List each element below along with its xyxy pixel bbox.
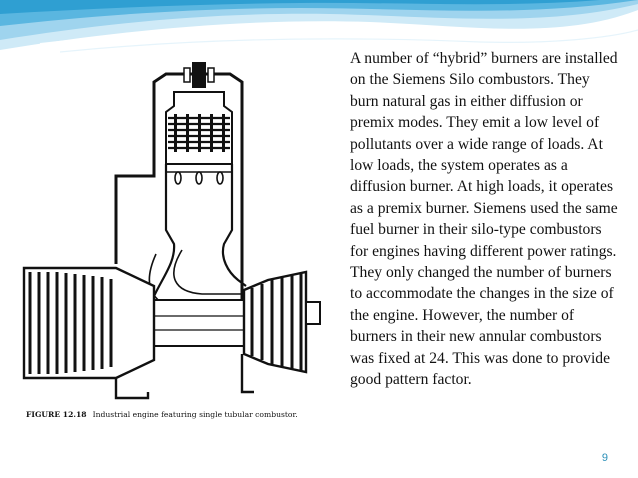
- combustor-figure: [6, 54, 348, 438]
- combustor-drawing: [6, 54, 348, 438]
- page-number: 9: [601, 452, 608, 464]
- figure-label: FIGURE 12.18: [26, 410, 87, 419]
- figure-caption-text: Industrial engine featuring single tubular combustor.: [92, 410, 298, 419]
- body-paragraph: A number of “hybrid” burners are installed on the Siemens Silo combustors. They burn natural gas in either diffusion or premix modes. They emit a low level of pollutants over a wide range of loads. At low loads, the system operates as a diffusion burner. At high loads, it operates as a premix burner. Siemens used the same fuel burner in their silo-type combustors for engines having different power ratings. They only changed the number of burners to accommodate the changes in the size of the engine. However, the number of burners in their new annular combustors was fixed at 24. This was done to provide good pattern factor.: [350, 50, 618, 389]
- figure-caption: [26, 410, 346, 419]
